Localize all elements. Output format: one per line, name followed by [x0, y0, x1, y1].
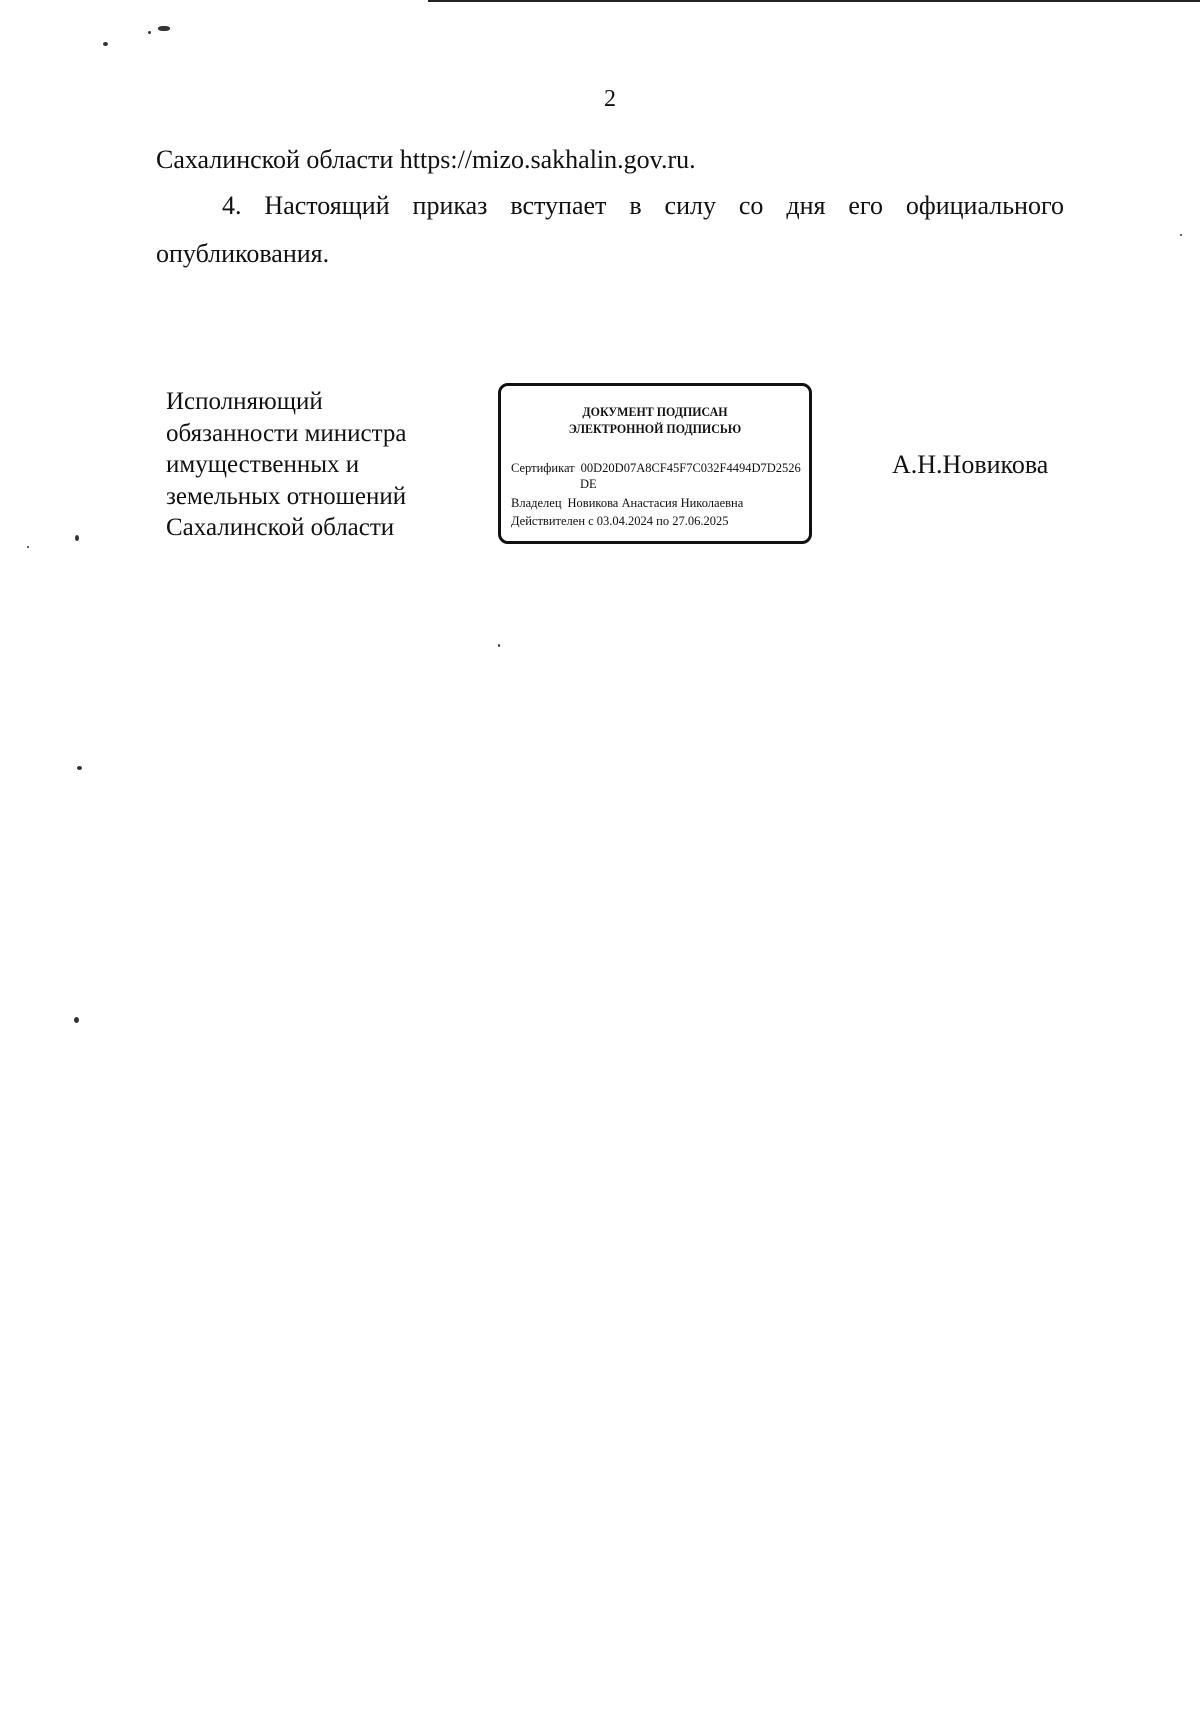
scan-speck	[77, 766, 82, 770]
stamp-certificate-row	[511, 460, 801, 476]
electronic-signature-stamp	[498, 383, 812, 544]
stamp-title-line-1: ДОКУМЕНТ ПОДПИСАН	[582, 404, 728, 419]
paragraph-item-4-line-1: 4. Настоящий приказ вступает в силу со дня его официального	[222, 191, 1064, 220]
paragraph-item-4-line-2: опубликования.	[156, 239, 330, 268]
scan-edge-top	[428, 0, 1200, 2]
scan-speck	[1180, 234, 1182, 236]
position-line: Исполняющий	[166, 388, 323, 415]
scan-speck	[498, 644, 500, 647]
stamp-certificate-tail: DE	[580, 477, 597, 491]
scan-speck	[27, 546, 29, 548]
stamp-owner-row	[511, 495, 743, 511]
position-line: земельных отношений	[166, 482, 407, 510]
paragraph-continuation: Сахалинской области https://mizo.sakhalin.gov.ru.	[156, 145, 696, 174]
signer-name: А.Н.Новикова	[892, 450, 1049, 479]
stamp-title	[513, 403, 796, 437]
signatory-position	[166, 386, 456, 544]
stamp-certificate-value: 00D20D07A8CF45F7C032F4494D7D2526	[580, 461, 801, 475]
position-line: обязанности министра	[166, 419, 407, 447]
paragraph-item-4	[156, 182, 1064, 278]
stamp-owner-value: Новикова Анастасия Николаевна	[567, 496, 744, 510]
scan-speck	[148, 31, 151, 34]
stamp-owner-label: Владелец	[511, 496, 562, 510]
stamp-validity-row: Действителен с 03.04.2024 по 27.06.2025	[511, 514, 729, 528]
page-number: 2	[604, 86, 616, 112]
scan-speck	[74, 1017, 79, 1023]
stamp-title-line-2: ЭЛЕКТРОННОЙ ПОДПИСЬЮ	[568, 421, 742, 436]
position-line: имущественных и	[166, 451, 360, 478]
stamp-certificate-label: Сертификат	[511, 461, 575, 475]
position-line: Сахалинской области	[166, 514, 395, 541]
scan-speck	[103, 42, 108, 46]
scan-speck	[158, 26, 170, 31]
scan-speck	[75, 535, 79, 541]
